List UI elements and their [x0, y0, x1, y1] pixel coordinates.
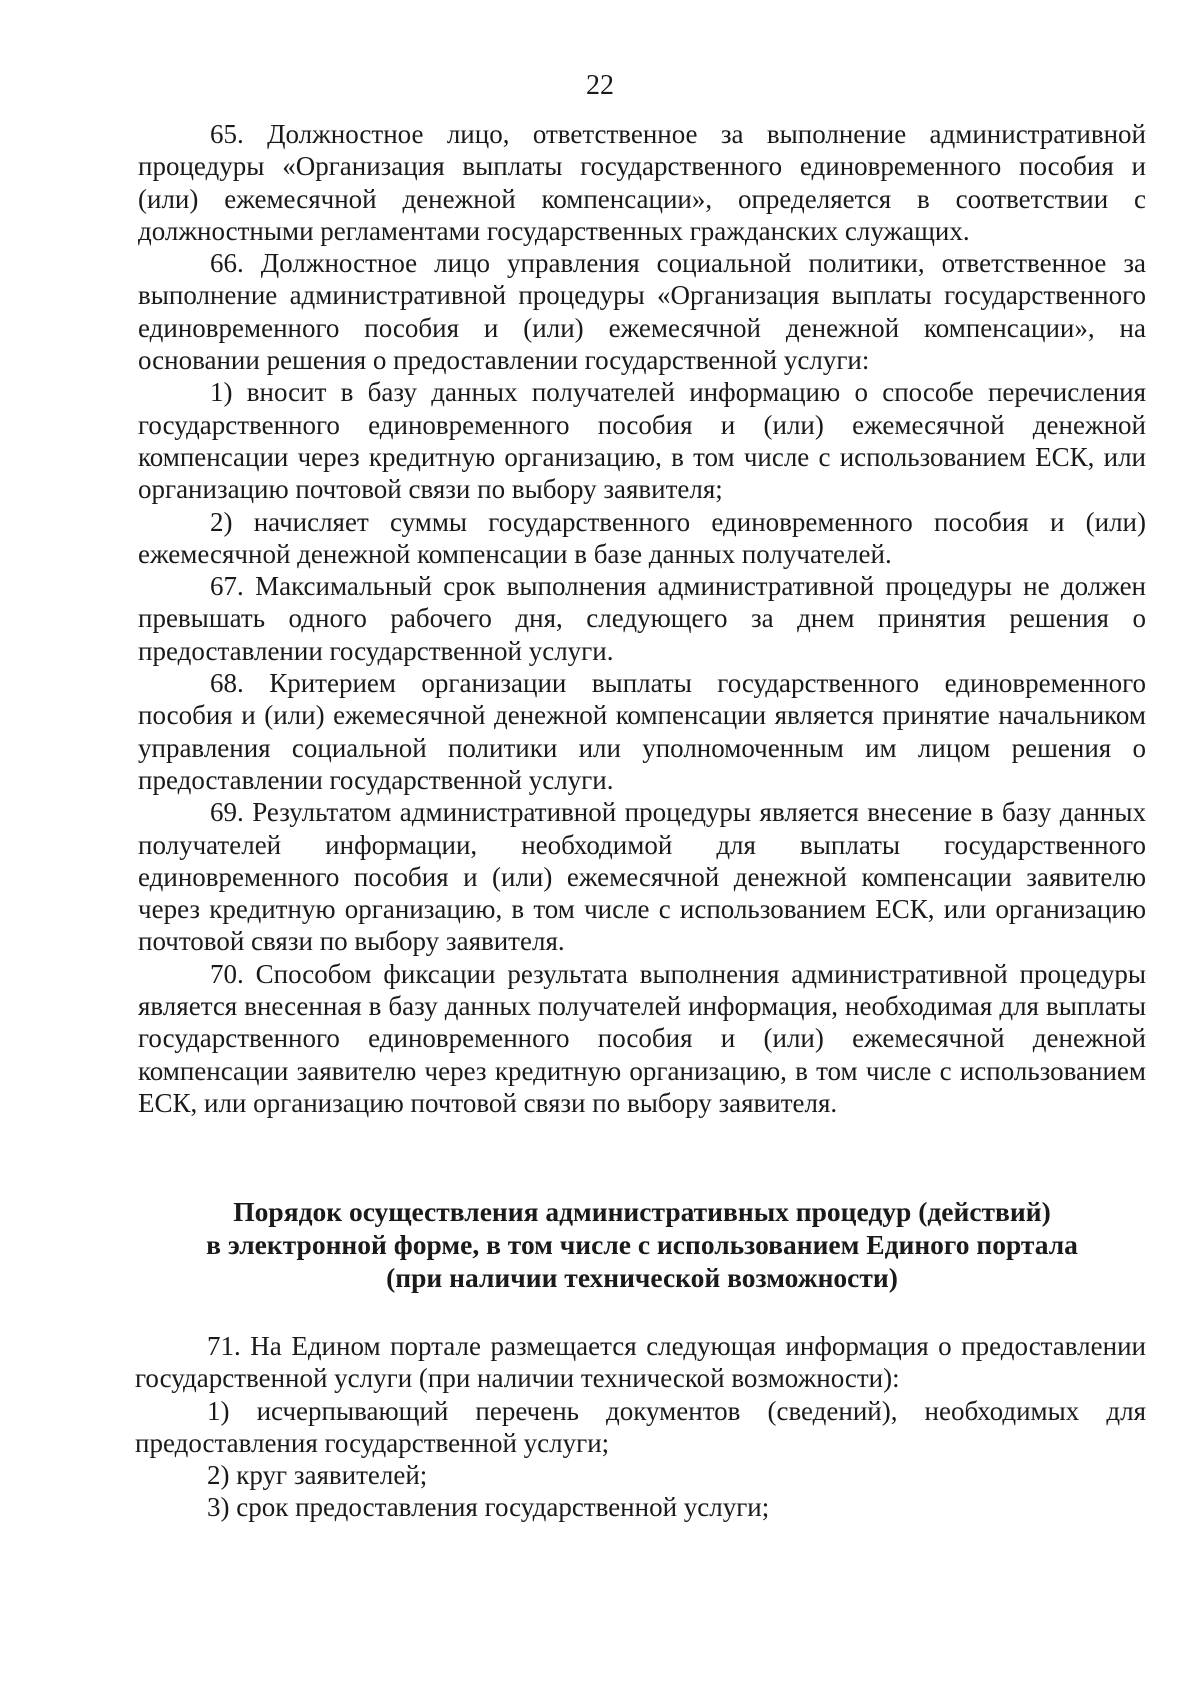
document-body-top	[138, 118, 1146, 1119]
section-heading-line-3: (при наличии технической возможности)	[386, 1262, 898, 1293]
section-heading-line-2: в электронной форме, в том числе с использованием Единого портала	[206, 1229, 1078, 1260]
paragraph-65: 65. Должностное лицо, ответственное за выполнение административной процедуры «Организация выплаты государственного единовременного пособия и (или) ежемесячной денежной компенсации», определяется в соответствии с должностными регламентами государственных гражданских служащих.	[138, 119, 1146, 246]
paragraph-66-item-1: 1) вносит в базу данных получателей информацию о способе перечисления государственного единовременного пособия и (или) ежемесячной денежной компенсации через кредитную организацию, в том числе с использованием ЕСК, или организацию почтовой связи по выбору заявителя;	[138, 377, 1146, 505]
paragraph-71: 71. На Едином портале размещается следующая информация о предоставлении государственной услуги (при наличии технической возможности):	[135, 1331, 1146, 1394]
paragraph-66: 66. Должностное лицо управления социальной политики, ответственное за выполнение административной процедуры «Организация выплаты государственного единовременного пособия и (или) ежемесячной денежной компенсации», на основании решения о предоставлении государственной услуги:	[138, 248, 1146, 376]
paragraph-71-item-1: 1) исчерпывающий перечень документов (сведений), необходимых для предоставления государственной услуги;	[135, 1395, 1146, 1458]
section-heading-line-1: Порядок осуществления административных процедур (действий)	[233, 1196, 1051, 1227]
paragraph-66-item-2: 2) начисляет суммы государственного единовременного пособия и (или) ежемесячной денежной компенсации в базе данных получателей.	[138, 506, 1146, 569]
paragraph-68: 68. Критерием организации выплаты государственного единовременного пособия и (или) ежемесячной денежной компенсации является принятие начальником управления социальной политики или уполномоченным им лицом решения о предоставлении государственной услуги.	[138, 668, 1146, 795]
section-heading	[138, 1195, 1146, 1294]
page-number: 22	[586, 70, 614, 101]
paragraph-67: 67. Максимальный срок выполнения административной процедуры не должен превышать одного рабочего дня, следующего за днем принятия решения о предоставлении государственной услуги.	[138, 571, 1146, 666]
document-body-bottom	[135, 1330, 1146, 1524]
paragraph-71-item-3: 3) срок предоставления государственной услуги;	[207, 1492, 770, 1523]
paragraph-71-item-2: 2) круг заявителей;	[207, 1460, 428, 1491]
paragraph-70: 70. Способом фиксации результата выполнения административной процедуры является внесенная в базу данных получателей информация, необходимая для выплаты государственного единовременного пособия и (или) ежемесячной денежной компенсации заявителю через кредитную организацию, в том числе с использованием ЕСК, или организацию почтовой связи по выбору заявителя.	[138, 958, 1146, 1118]
paragraph-69: 69. Результатом административной процедуры является внесение в базу данных получателей информации, необходимой для выплаты государственного единовременного пособия и (или) ежемесячной денежной компенсации заявителю через кредитную организацию, в том числе с использованием ЕСК, или организацию почтовой связи по выбору заявителя.	[138, 797, 1146, 957]
